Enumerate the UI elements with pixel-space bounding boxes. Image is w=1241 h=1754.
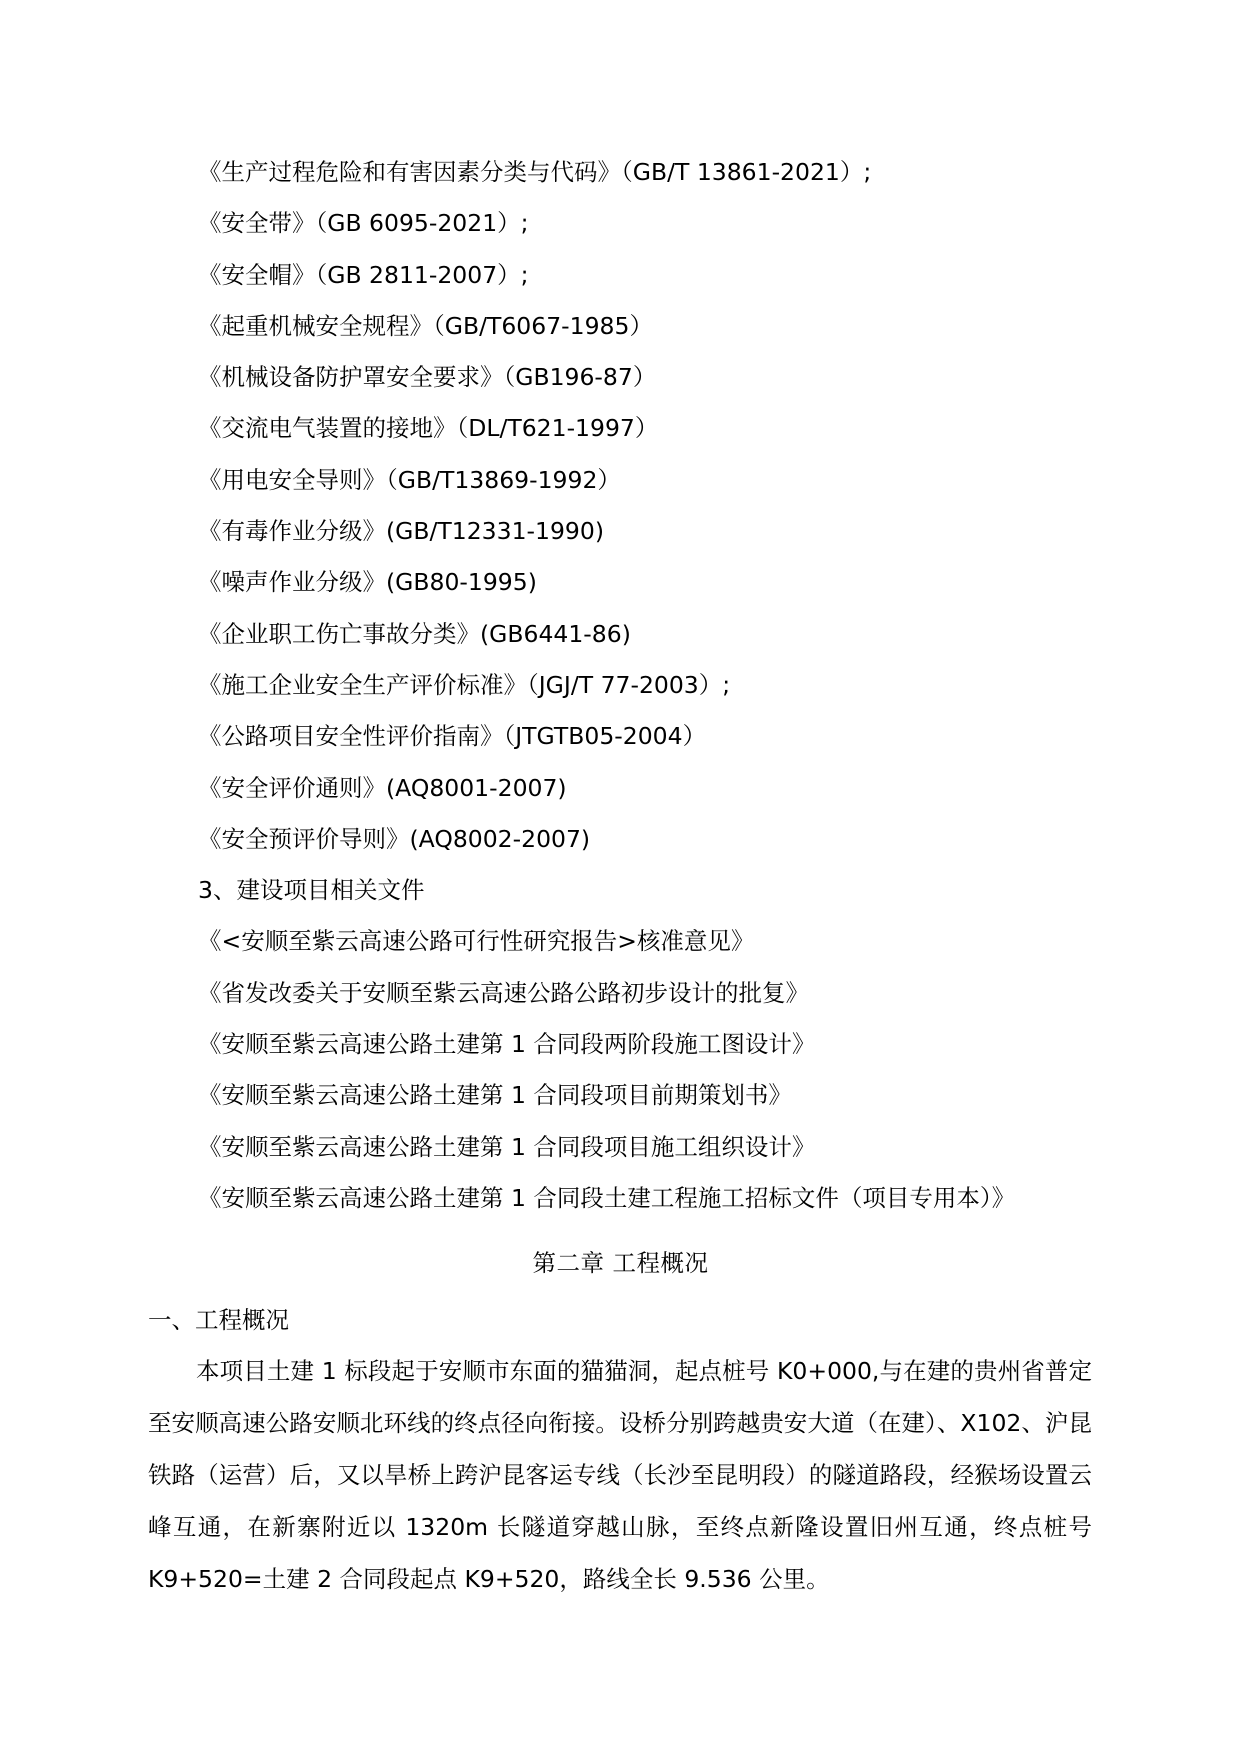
reference-item: 《省发改委关于安顺至紫云高速公路公路初步设计的批复》 <box>198 978 809 1007</box>
reference-item: 《安顺至紫云高速公路土建第 1 合同段土建工程施工招标文件（项目专用本）》 <box>198 1183 1016 1212</box>
reference-item: 《交流电气装置的接地》（DL/T621-1997） <box>198 414 659 443</box>
reference-item: 《施工企业安全生产评价标准》（JGJ/T 77-2003）; <box>198 670 731 699</box>
reference-item: 《生产过程危险和有害因素分类与代码》（GB/T 13861-2021）; <box>198 158 872 186</box>
reference-item: 《安全带》（GB 6095-2021）; <box>198 209 529 238</box>
reference-list <box>198 152 1015 1229</box>
chapter-title: 第二章 工程概况 <box>532 1249 709 1277</box>
reference-item: 《安全帽》（GB 2811-2007）; <box>198 260 529 289</box>
reference-item: 《用电安全导则》（GB/T13869-1992） <box>198 465 621 494</box>
section-heading: 一、工程概况 <box>148 1306 289 1334</box>
reference-item: 《企业职工伤亡事故分类》(GB6441-86) <box>198 619 631 648</box>
reference-item: 《安顺至紫云高速公路土建第 1 合同段两阶段施工图设计》 <box>198 1030 816 1059</box>
reference-item: 《起重机械安全规程》（GB/T6067-1985） <box>198 311 653 340</box>
reference-item: 《安顺至紫云高速公路土建第 1 合同段项目前期策划书》 <box>198 1081 792 1110</box>
reference-item: 《安顺至紫云高速公路土建第 1 合同段项目施工组织设计》 <box>198 1132 816 1161</box>
subsection-heading: 3、建设项目相关文件 <box>198 876 425 905</box>
reference-item: 《安全预评价导则》(AQ8002-2007) <box>198 824 591 853</box>
reference-item: 《<安顺至紫云高速公路可行性研究报告>核准意见》 <box>198 927 755 956</box>
reference-item: 《公路项目安全性评价指南》（JTGTB05-2004） <box>198 722 707 751</box>
body-paragraph: 本项目土建 1 标段起于安顺市东面的猫猫洞，起点桩号 K0+000,与在建的贵州省普定至安顺高速公路安顺北环线的终点径向衔接。设桥分别跨越贵安大道（在建）、X102、沪昆铁路（运营）后，又以旱桥上跨沪昆客运专线（长沙至昆明段）的隧道路段，经猴场设置云峰互通，在新寨附近以 1320m 长隧道穿越山脉，至终点新隆设置旧州互通，终点桩号 K9+520=土建 2 合同段起点 K9+520，路线全长 9.536 公里。 <box>148 1357 1092 1593</box>
reference-item: 《有毒作业分级》(GB/T12331-1990) <box>198 517 604 546</box>
reference-item: 《噪声作业分级》(GB80-1995) <box>198 568 537 597</box>
reference-item: 《机械设备防护罩安全要求》（GB196-87） <box>198 363 657 392</box>
reference-item: 《安全评价通则》(AQ8001-2007) <box>198 773 567 802</box>
